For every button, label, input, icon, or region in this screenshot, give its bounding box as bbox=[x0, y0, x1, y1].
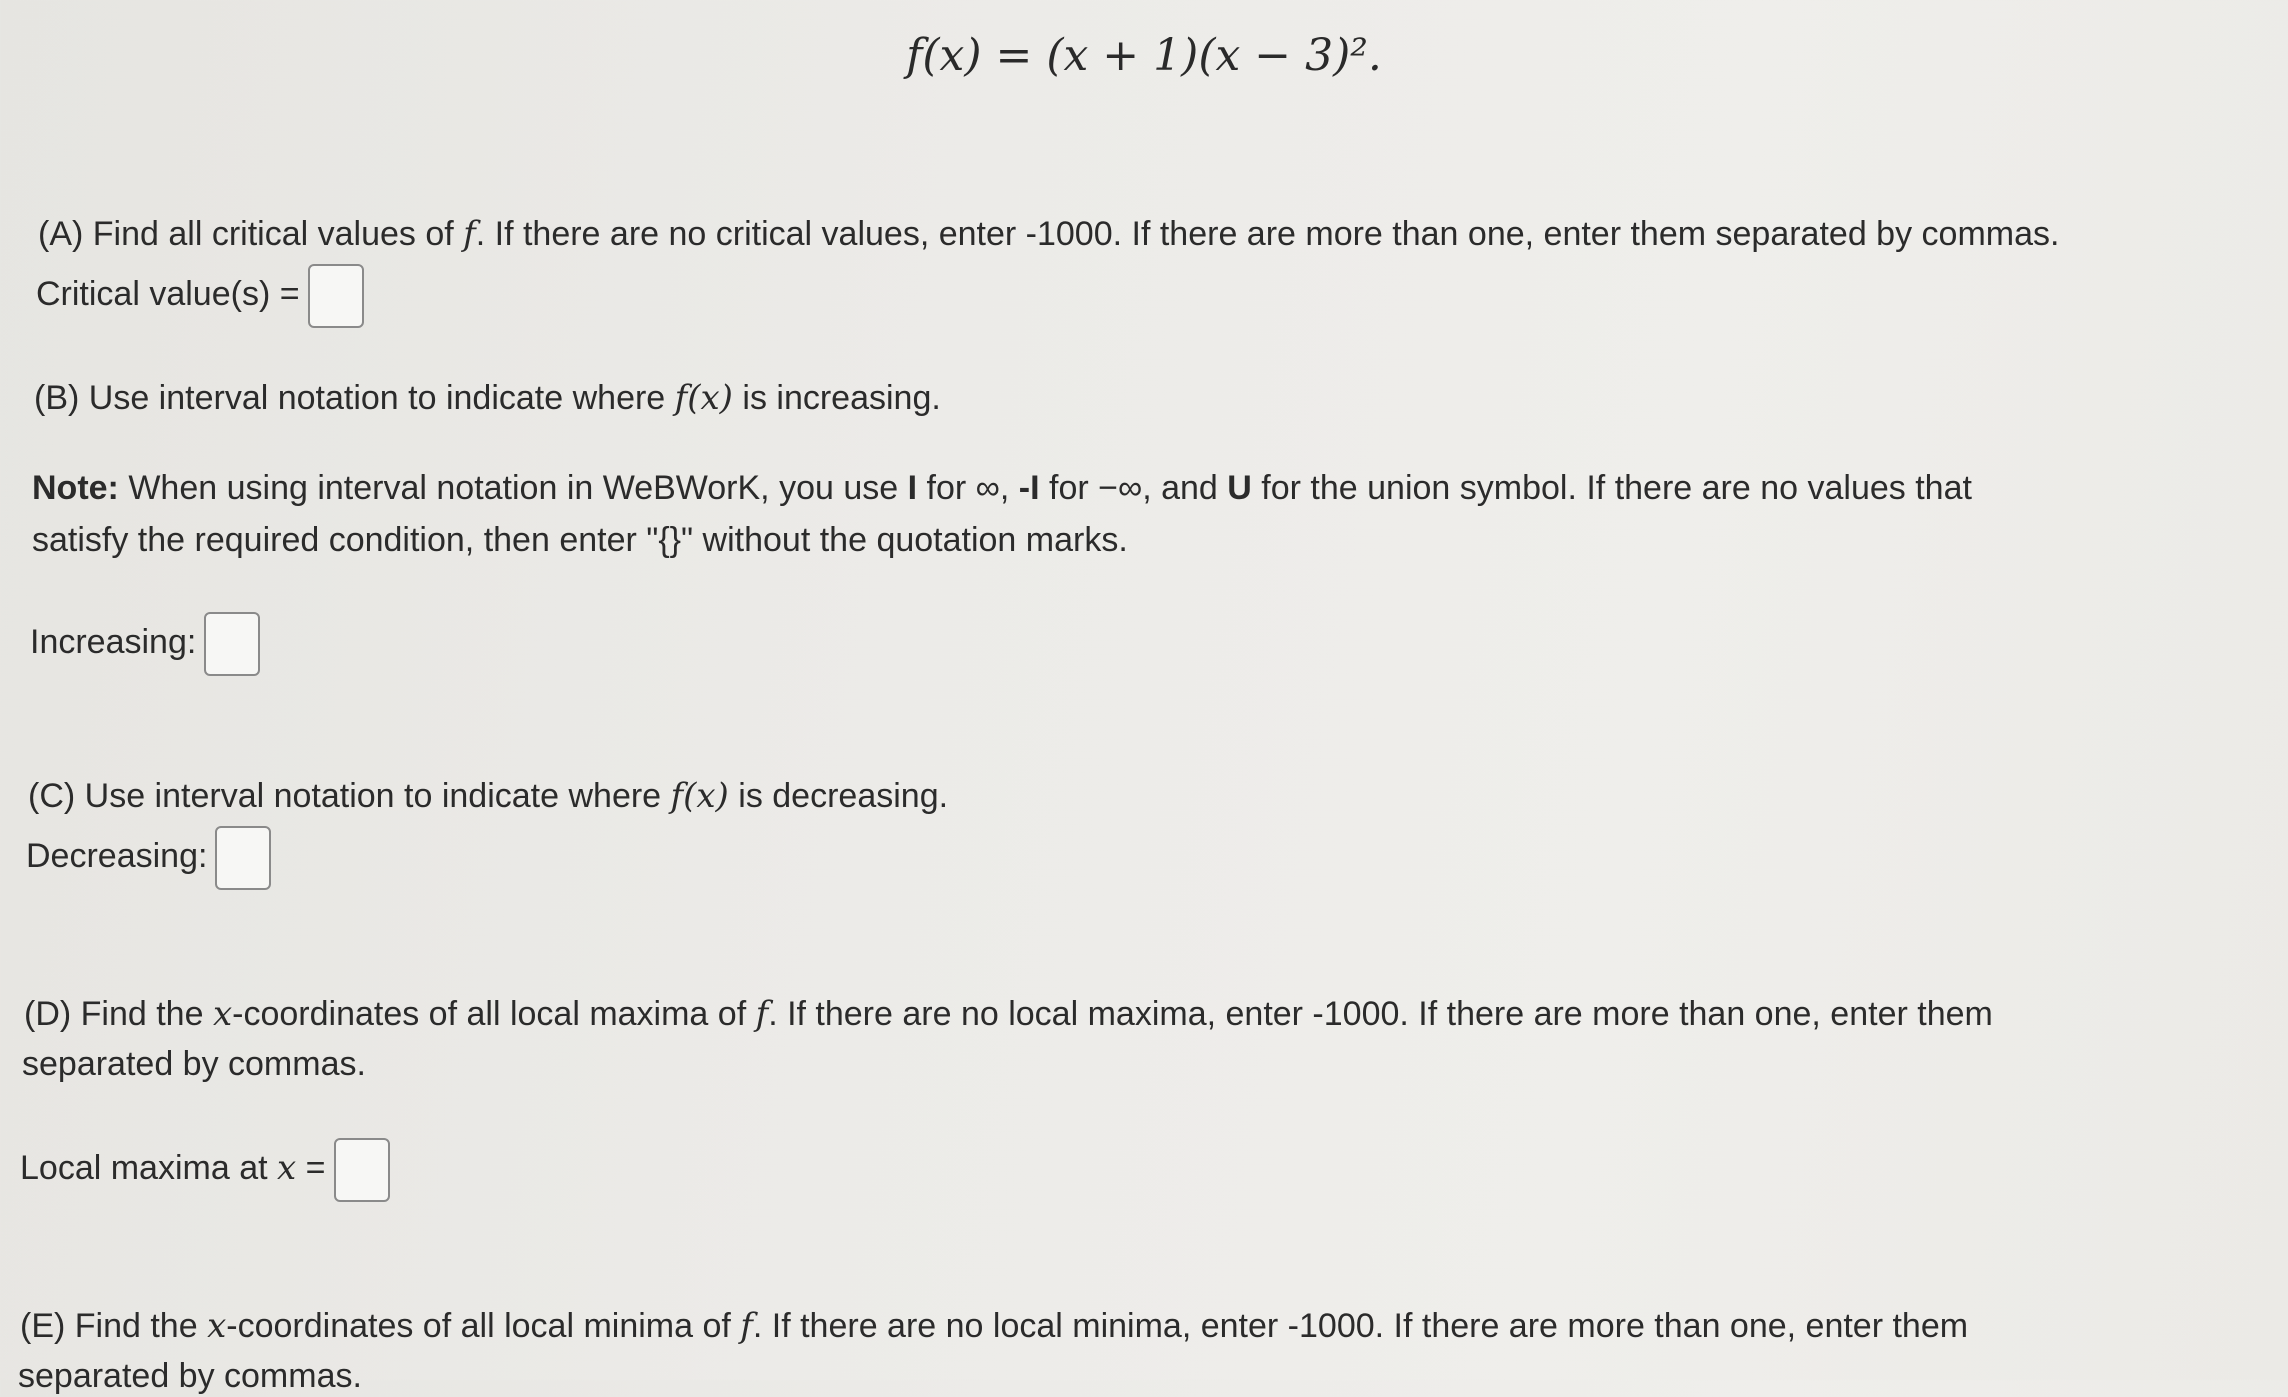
local-maxima-input[interactable] bbox=[334, 1138, 390, 1202]
increasing-row bbox=[30, 612, 260, 676]
local-maxima-label: Local maxima at bbox=[20, 1148, 277, 1187]
part-a-question: (A) Find all critical values of f. If there are no critical values, enter -1000. If there are more than one, enter them separated by commas. bbox=[38, 214, 2060, 254]
part-c-question: (C) Use interval notation to indicate where f(x) is decreasing. bbox=[28, 776, 949, 816]
critical-values-input[interactable] bbox=[308, 264, 364, 328]
critical-values-row bbox=[36, 264, 364, 328]
part-d-line-2: separated by commas. bbox=[22, 1045, 366, 1083]
note-line-2: satisfy the required condition, then enter "{}" without the quotation marks. bbox=[32, 521, 1128, 559]
decreasing-input[interactable] bbox=[215, 826, 271, 890]
part-e-question: (E) Find the x-coordinates of all local minima of f. If there are no local minima, enter -1000. If there are more than one, enter them bbox=[20, 1306, 1969, 1346]
decreasing-label: Decreasing: bbox=[26, 836, 208, 875]
increasing-label: Increasing: bbox=[30, 622, 197, 661]
local-maxima-row: Local maxima at x = bbox=[20, 1138, 390, 1202]
function-formula: f(x) = (x + 1)(x − 3)². bbox=[906, 30, 1382, 81]
part-d-question: (D) Find the x-coordinates of all local maxima of f. If there are no local maxima, enter -1000. If there are more than one, enter them bbox=[24, 994, 1993, 1034]
note-line-1: Note: When using interval notation in WeBWorK, you use I for ∞, -I for −∞, and U for the union symbol. If there are no values that bbox=[32, 469, 1972, 507]
part-b-question: (B) Use interval notation to indicate where f(x) is increasing. bbox=[34, 378, 941, 418]
part-e-line-2: separated by commas. bbox=[18, 1357, 362, 1395]
increasing-input[interactable] bbox=[204, 612, 260, 676]
critical-values-label: Critical value(s) = bbox=[36, 274, 300, 313]
decreasing-row bbox=[26, 826, 271, 890]
